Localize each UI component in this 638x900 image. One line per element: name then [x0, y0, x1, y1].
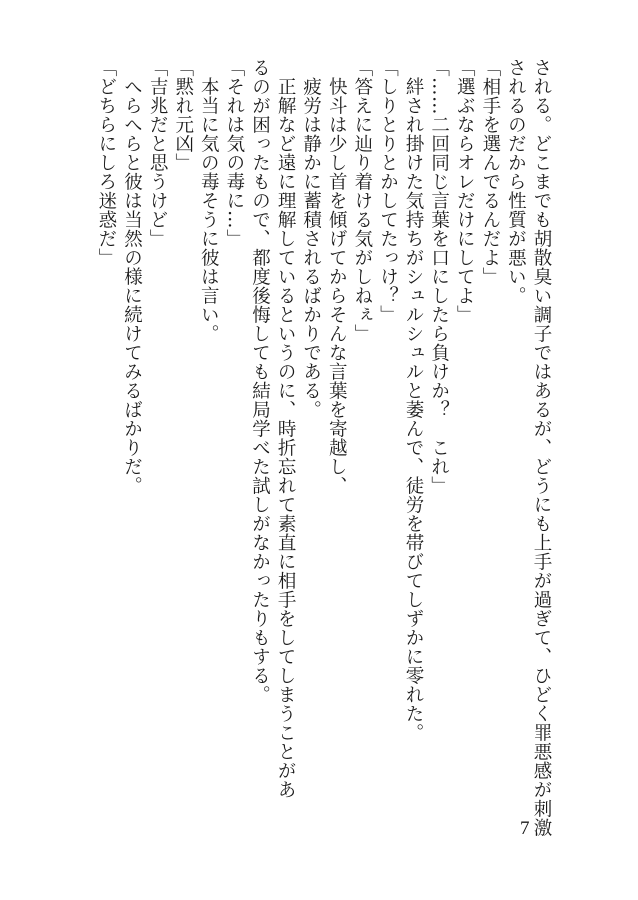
text-line: される。どこまでも胡散臭い調子ではあるが、どうにも上手が過ぎて、ひどく罪悪感が刺激 [531, 58, 552, 837]
text-line: 疲労は静かに蓄積されるばかりである。 [300, 58, 322, 419]
text-line: 「相手を選んでるんだよ」 [479, 58, 501, 286]
text-line: へらへらと彼は当然の様に続けてみるばかりだ。 [121, 58, 143, 495]
text-line: 快斗は少し首を傾げてからそんな言葉を寄越し、 [326, 58, 348, 495]
text-line: 絆され掛けた気持ちがシュルシュルと萎んで、徒労を帯びてしずかに零れた。 [403, 58, 425, 742]
text-line: 「吉兆だと思うけど」 [147, 58, 169, 248]
text-line: 「選ぶならオレだけにしてよ」 [454, 58, 476, 324]
text-line: されるのだから性質が悪い。 [505, 58, 527, 305]
text-line: 「どちらにしろ迷惑だ」 [95, 58, 117, 267]
text-line: 「それは気の毒に…」 [223, 58, 245, 248]
text-line: 本当に気の毒そうに彼は言い。 [198, 58, 220, 343]
text-line: 「しりとりとかしてたっけ？」 [377, 58, 399, 324]
text-line: 「黙れ元凶」 [172, 58, 194, 172]
text-line: 正解など遠に理解しているというのに、時折忘れて素直に相手をしてしまうことがあ [275, 58, 297, 799]
page-number: 7 [520, 818, 530, 839]
text-line: るのが困ったもので、都度後悔しても結局学べた試しがなかったりもする。 [249, 58, 271, 704]
text-line: 「……二回同じ言葉を口にしたら負けか？ これ」 [428, 58, 450, 495]
text-line: 「答えに辿り着ける気がしねぇ」 [351, 58, 373, 343]
vertical-text-body [93, 58, 554, 837]
